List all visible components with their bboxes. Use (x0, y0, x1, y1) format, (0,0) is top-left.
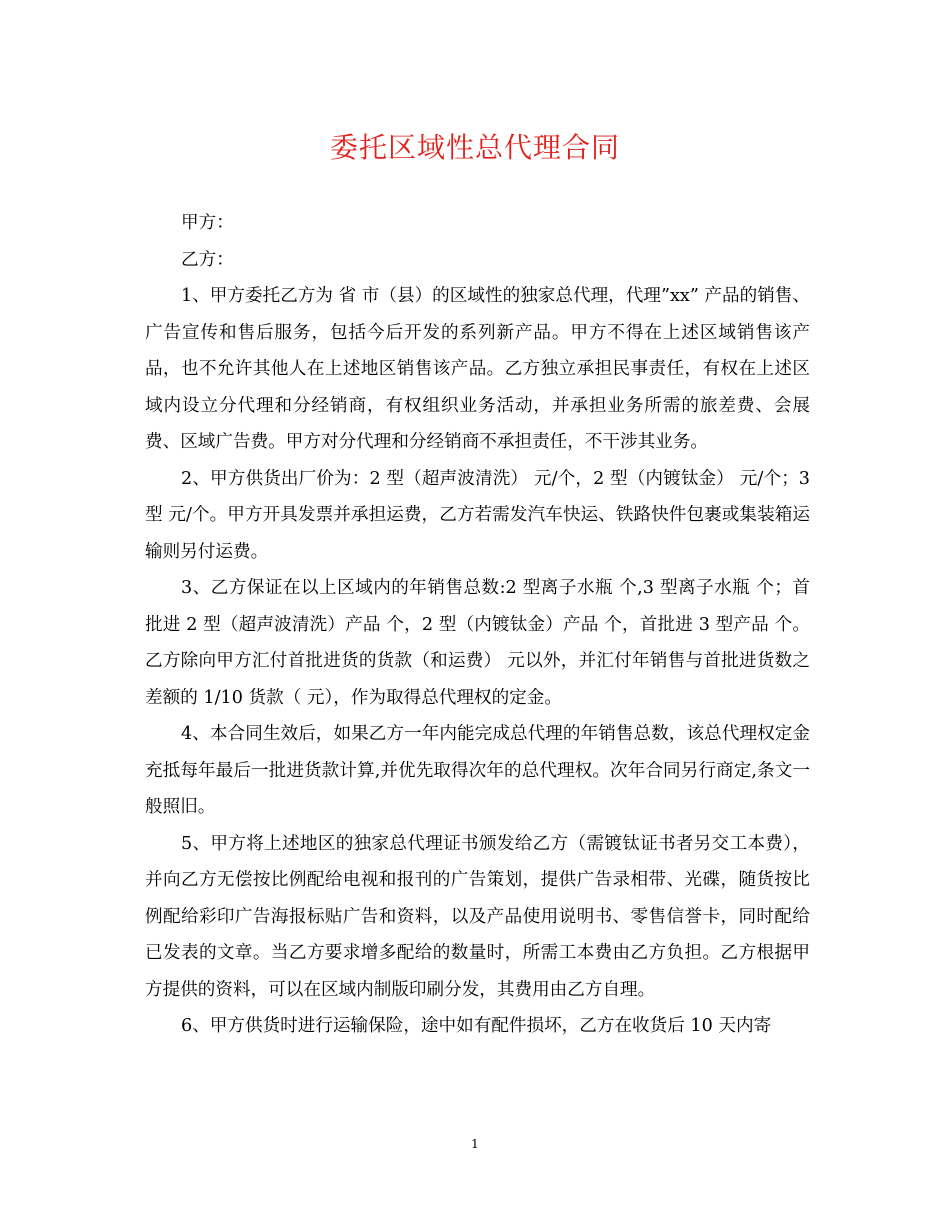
page-number: 1 (471, 1137, 479, 1151)
party-a-label: 甲方： (181, 213, 234, 233)
clause-5: 5、甲方将上述地区的独家总代理证书颁发给乙方（需镀钛证书者另交工本费），并向乙方无偿按比例配给电视和报刊的广告策划，提供广告录相带、光碟，随货按比例配给彩印广告海报标贴广告和资料，以及产品使用说明书、零售信誉卡，同时配给已发表的文章。当乙方要求增多配给的数量时，所需工本费由乙方负担。乙方根据甲方提供的资料，可以在区域内制版印刷分发，其费用由乙方自理。 (145, 833, 810, 1000)
clause-4: 4、本合同生效后，如果乙方一年内能完成总代理的年销售总数，该总代理权定金充抵每年最后一批进货款计算,并优先取得次年的总代理权。次年合同另行商定,条文一般照旧。 (145, 724, 810, 817)
clause-3: 3、乙方保证在以上区域内的年销售总数:2 型离子水瓶 个,3 型离子水瓶 个；首批进 2 型（超声波清洗）产品 个，2 型（内镀钛金）产品 个，首批进 3 型产品 个。乙方除向甲方汇付首批进货的货款（和运费） 元以外，并汇付年销售与首批进货数之差额的 1/10 货款（ 元），作为取得总代理权的定金。 (145, 578, 810, 708)
document-body (145, 205, 810, 1045)
document-title: 委托区域性总代理合同 (329, 131, 620, 164)
clause-1: 1、甲方委托乙方为 省 市（县）的区域性的独家总代理，代理”xx” 产品的销售、广告宣传和售后服务，包括今后开发的系列新产品。甲方不得在上述区域销售该产品，也不允许其他人在上述地区销售该产品。乙方独立承担民事责任，有权在上述区域内设立分代理和分经销商，有权组织业务活动，并承担业务所需的旅差费、会展费、区域广告费。甲方对分代理和分经销商不承担责任，不干涉其业务。 (145, 286, 810, 452)
clause-6: 6、甲方供货时进行运输保险，途中如有配件损坏，乙方在收货后 10 天内寄 (181, 1016, 772, 1036)
party-b-label: 乙方： (181, 249, 234, 270)
clause-2: 2、甲方供货出厂价为：2 型（超声波清洗） 元/个，2 型（内镀钛金） 元/个；3 型 元/个。甲方开具发票并承担运费，乙方若需发汽车快运、铁路快件包裹或集装箱运输则另付运费。 (145, 468, 810, 562)
